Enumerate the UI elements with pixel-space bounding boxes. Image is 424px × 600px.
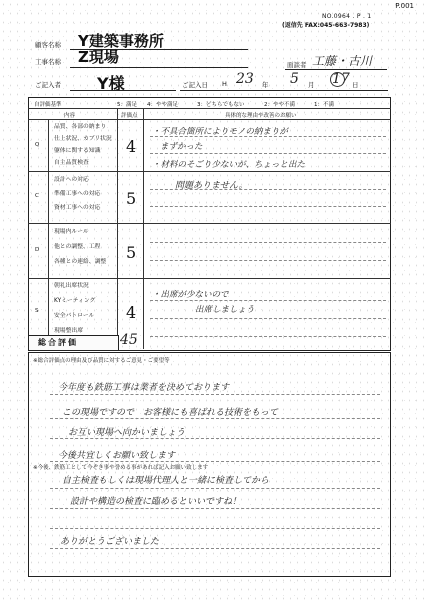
row-divider-q: [28, 171, 391, 172]
s1-line-4: 今後共宜しくお願い致します: [58, 451, 176, 461]
row-divider-c: [28, 223, 391, 224]
client-label: 顧客名称: [35, 41, 61, 49]
site-label: 工事名称: [35, 58, 61, 66]
s2-rule-3: [50, 528, 380, 529]
respondent-underline: [70, 90, 176, 91]
s-comment-2: 出席しましょう: [195, 305, 255, 315]
s-comment-rule-1: [150, 300, 386, 301]
s2-line-2: 設計や構造の検査に臨めるといいですね！: [70, 497, 242, 507]
s2-rule-2: [50, 508, 380, 509]
scale-option-4: 4：やや満足: [147, 102, 178, 108]
code-column-line: [48, 119, 49, 349]
q-item-3: 躯体に関する知識: [54, 148, 101, 154]
category-code-d: D: [35, 247, 40, 253]
s2-line-1: 自主検査もしくは現場代理人と一緒に検査してから: [62, 476, 270, 486]
c-item-1: 設計への対応: [54, 177, 89, 183]
s-item-1: 朝礼出席状況: [54, 283, 89, 289]
d-comment-rule-2: [150, 260, 386, 261]
scale-divider: [28, 108, 391, 109]
score-column-line: [143, 108, 144, 349]
s-item-2: KYミーティング: [54, 298, 96, 304]
s2-line-4: ありがとうございました: [60, 537, 160, 547]
year-value: 23: [236, 71, 254, 87]
d-item-1: 現場内ルール: [54, 229, 89, 235]
d-item-3: 各種との連絡、調整: [54, 259, 107, 265]
site-underline: [70, 67, 248, 68]
reason-header: 具体的な理由や改善のお願い: [225, 113, 297, 119]
s1-rule-3: [50, 438, 380, 439]
s-score: 4: [126, 303, 137, 322]
score-header: 評価点: [121, 113, 138, 119]
content-header: 内容: [64, 113, 76, 119]
s2-rule-4: [50, 548, 380, 549]
interviewer-label: 面談者: [287, 61, 307, 69]
q-comment-3: ・材料のそごり少ないが、ちょっと出た: [152, 160, 306, 170]
category-code-q: Q: [35, 142, 40, 148]
c-score: 5: [126, 189, 137, 208]
c-comment-rule-2: [150, 206, 386, 207]
row-divider-d: [28, 278, 391, 279]
document-number: NO.0964 . P . 1: [322, 13, 372, 20]
c-comment-1: 問題ありません。: [175, 181, 248, 191]
c-item-3: 資材工事への対応: [54, 205, 101, 211]
q-item-4: 自主品質検査: [54, 160, 89, 166]
date-label: ご記入日: [182, 81, 208, 89]
era-label: H: [222, 80, 227, 88]
d-item-2: 他との調整、工程: [54, 244, 101, 250]
s-comment-1: ・出席が少ないので: [152, 290, 229, 300]
day-circle-mark: [330, 72, 345, 87]
s1-line-1: 今年度も鉄筋工事は業者を決めております: [58, 383, 230, 393]
section1-label: ※総合評価点の理由及び品質に対するご意見・ご要望等: [33, 358, 170, 364]
month-value: 5: [290, 71, 299, 87]
content-column-line: [117, 108, 118, 349]
section2-label: ※今後、鉄筋工として今ぞき事や誉める事があれば記入お願い致します: [33, 465, 209, 471]
q-item-1: 品質、各部の納まり: [54, 124, 107, 130]
site-name: Z現場: [78, 48, 119, 66]
fax-line: (返信先 FAX:045-663-7983): [282, 22, 370, 29]
s-comment-rule-2: [150, 318, 386, 319]
category-code-s: S: [35, 308, 39, 314]
d-score: 5: [126, 243, 137, 262]
scale-option-1: 1：不満: [314, 102, 334, 108]
interviewer-underline: [285, 69, 387, 70]
interviewer-name: 工藤・古川: [312, 54, 373, 68]
s-item-4: 現場整出席: [54, 328, 83, 334]
scale-option-2: 2：やや不満: [264, 102, 295, 108]
s1-rule-2: [50, 418, 380, 419]
client-name: Y建築事務所: [78, 32, 164, 50]
s-comment-rule-3: [150, 336, 386, 337]
page-number: P.001: [395, 2, 414, 10]
q-comment-rule-2: [150, 153, 386, 154]
q-comment-1: ・不具合箇所によりモノの納まりが: [152, 127, 288, 137]
date-underline: [180, 90, 388, 91]
total-label: 総合評価: [38, 338, 78, 347]
scale-label: 自評価基準: [34, 102, 62, 108]
s2-rule-1: [50, 488, 380, 489]
total-value: 45: [120, 332, 138, 348]
c-item-2: 準備工事への対応: [54, 191, 101, 197]
q-score: 4: [126, 137, 137, 156]
s1-rule-4: [50, 461, 380, 462]
month-unit: 月: [308, 81, 315, 89]
s-item-3: 安全パトロール: [54, 313, 95, 319]
day-unit: 日: [352, 81, 359, 89]
respondent-label: ご記入者: [35, 81, 61, 89]
respondent-name: Y様: [97, 74, 125, 93]
s1-line-3: お互い現場へ向かいましょう: [68, 428, 186, 438]
d-comment-rule-1: [150, 242, 386, 243]
s1-line-2: この現場ですので お客様にも喜ばれる技術をもって: [62, 408, 279, 418]
q-item-2: 仕上状況、カブリ状況: [54, 136, 112, 142]
scale-option-5: 5：満足: [117, 102, 137, 108]
day-value: 17: [332, 71, 350, 87]
q-comment-2: まずかった: [160, 142, 203, 152]
year-unit: 年: [262, 81, 269, 89]
header-divider: [28, 119, 391, 120]
scale-option-3: 3：どちらでもない: [197, 102, 245, 108]
category-code-c: C: [35, 193, 39, 199]
s1-rule-1: [50, 394, 380, 395]
